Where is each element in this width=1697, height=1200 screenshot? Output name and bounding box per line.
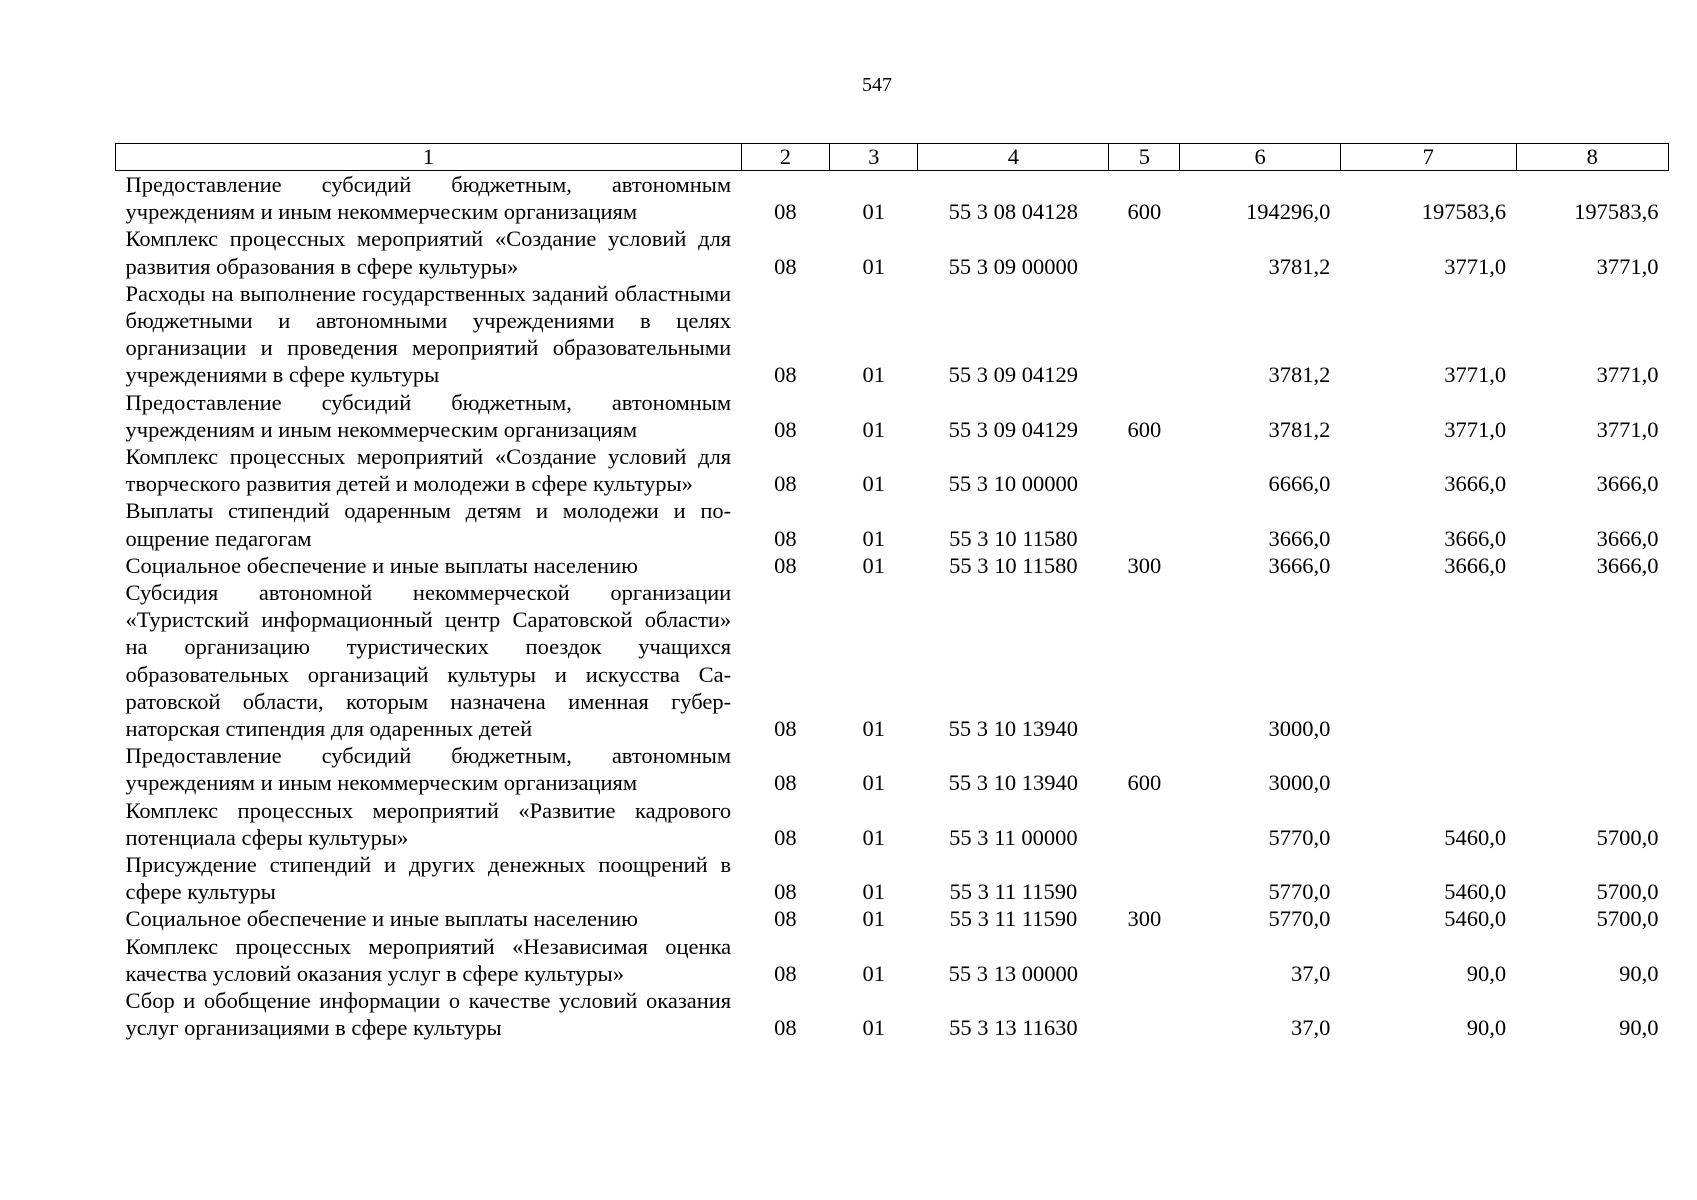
subsection-code: 01	[862, 879, 885, 905]
expense-type-code: 600	[1127, 770, 1162, 796]
amount-year-3: 5700,0	[1596, 824, 1659, 850]
section-code: 08	[774, 770, 797, 796]
target-article-code: 55 3 10 00000	[948, 471, 1079, 497]
table-body	[116, 171, 1669, 1042]
subsection-code: 01	[862, 1015, 885, 1041]
target-article-code: 55 3 09 00000	[948, 253, 1079, 279]
section-code: 08	[774, 199, 797, 225]
amount-year-2: 5460,0	[1444, 824, 1507, 850]
row-description: Расходы на выполнение государственных заданий областными бюджетными и автономными учреждениями в целях организации и проведения мероприятий образовательными учреждениями в сфере культуры	[125, 280, 732, 388]
amount-year-3: 90,0	[1619, 960, 1659, 986]
table-row	[116, 905, 1669, 932]
section-code: 08	[774, 471, 797, 497]
amount-year-1: 3000,0	[1268, 716, 1331, 742]
amount-year-2: 3771,0	[1444, 416, 1507, 442]
amount-year-1: 37,0	[1291, 1015, 1331, 1041]
expense-type-code	[1109, 987, 1180, 1041]
amount-year-1: 5770,0	[1268, 824, 1331, 850]
subsection-code: 01	[862, 960, 885, 986]
table-row	[116, 579, 1669, 742]
column-header: 4	[918, 144, 1109, 171]
table-row	[116, 171, 1669, 226]
target-article-code: 55 3 09 04129	[948, 362, 1079, 388]
column-header: 7	[1340, 144, 1516, 171]
target-article-code: 55 3 11 11590	[949, 879, 1078, 905]
expense-type-code	[1109, 497, 1180, 551]
target-article-code: 55 3 08 04128	[948, 199, 1079, 225]
amount-year-2: 197583,6	[1421, 199, 1507, 225]
target-article-code: 55 3 13 00000	[948, 960, 1079, 986]
column-header: 5	[1109, 144, 1180, 171]
amount-year-3: 197583,6	[1574, 199, 1659, 225]
section-code: 08	[774, 879, 797, 905]
budget-table	[115, 143, 1669, 1042]
amount-year-1: 5770,0	[1268, 906, 1331, 932]
table-row	[116, 933, 1669, 987]
amount-year-1: 3666,0	[1268, 552, 1331, 578]
expense-type-code	[1109, 443, 1180, 497]
row-description: Сбор и обобщение информации о качестве условий оказания услуг организациями в сфере культуры	[125, 988, 732, 1041]
amount-year-2: 90,0	[1466, 960, 1507, 986]
amount-year-2: 5460,0	[1444, 906, 1507, 932]
section-code: 08	[774, 824, 797, 850]
amount-year-3: 3666,0	[1596, 471, 1659, 497]
subsection-code: 01	[862, 362, 885, 388]
expense-type-code	[1109, 851, 1180, 905]
amount-year-1: 5770,0	[1268, 879, 1331, 905]
expense-type-code: 600	[1127, 199, 1162, 225]
column-header: 8	[1516, 144, 1668, 171]
subsection-code: 01	[862, 471, 885, 497]
row-description: Комплекс процессных мероприятий «Развитие кадрового потенциала сферы культуры»	[125, 797, 732, 850]
amount-year-1: 3781,2	[1268, 362, 1331, 388]
subsection-code: 01	[862, 525, 885, 551]
row-description: Присуждение стипендий и других денежных поощрений в сфере культуры	[125, 852, 732, 905]
row-description: Комплекс процессных мероприятий «Создание условий для развития образования в сфере культуры»	[125, 226, 732, 279]
table-row	[116, 552, 1669, 579]
subsection-code: 01	[862, 552, 885, 578]
subsection-code: 01	[862, 906, 885, 932]
row-description: Предоставление субсидий бюджетным, автономным учреждениям и иным некоммерческим организациям	[125, 172, 732, 225]
amount-year-3	[1516, 579, 1668, 742]
amount-year-1: 3781,2	[1268, 253, 1331, 279]
section-code: 08	[774, 416, 797, 442]
target-article-code: 55 3 10 11580	[949, 552, 1078, 578]
target-article-code: 55 3 10 13940	[948, 716, 1079, 742]
section-code: 08	[774, 960, 797, 986]
column-header: 6	[1180, 144, 1340, 171]
column-header: 1	[116, 144, 742, 171]
section-code: 08	[774, 253, 797, 279]
table-row	[116, 280, 1669, 389]
row-description: Выплаты стипендий одаренным детям и молодежи и поощрение педагогам	[125, 498, 732, 551]
amount-year-3: 5700,0	[1596, 906, 1659, 932]
expense-type-code: 600	[1127, 416, 1162, 442]
amount-year-1: 194296,0	[1246, 199, 1331, 225]
subsection-code: 01	[862, 416, 885, 442]
amount-year-1: 6666,0	[1268, 471, 1331, 497]
amount-year-3: 3771,0	[1596, 253, 1659, 279]
amount-year-2: 3666,0	[1444, 525, 1507, 551]
expense-type-code	[1109, 797, 1180, 851]
row-description: Комплекс процессных мероприятий «Независимая оценка качества условий оказания услуг в сфере культуры»	[125, 933, 732, 986]
table-header-row	[116, 144, 1669, 171]
expense-type-code	[1109, 225, 1180, 279]
row-description: Предоставление субсидий бюджетным, автономным учреждениям и иным некоммерческим организациям	[125, 389, 732, 442]
expense-type-code: 300	[1127, 552, 1162, 578]
page-number: 547	[862, 74, 892, 96]
row-description: Предоставление субсидий бюджетным, автономным учреждениям и иным некоммерческим организациям	[125, 743, 732, 796]
amount-year-3: 3666,0	[1596, 525, 1659, 551]
target-article-code: 55 3 13 11630	[949, 1015, 1078, 1041]
amount-year-3: 3666,0	[1596, 552, 1659, 578]
subsection-code: 01	[862, 199, 885, 225]
target-article-code: 55 3 11 11590	[949, 906, 1078, 932]
table-row	[116, 497, 1669, 551]
row-description: Субсидия автономной некоммерческой организации «Туристский информационный центр Саратовской области» на организацию туристических поездок учащихся образовательных организаций культуры и искусства Саратовской области, которым назначена именная губернаторская стипендия для одаренных детей	[125, 580, 732, 742]
expense-type-code	[1109, 280, 1180, 389]
table-row	[116, 742, 1669, 796]
amount-year-2	[1340, 742, 1516, 796]
amount-year-3	[1516, 742, 1668, 796]
section-code: 08	[774, 716, 797, 742]
target-article-code: 55 3 10 11580	[949, 525, 1078, 551]
expense-type-code: 300	[1127, 906, 1162, 932]
section-code: 08	[774, 362, 797, 388]
amount-year-1: 37,0	[1291, 960, 1331, 986]
amount-year-2: 3771,0	[1444, 253, 1507, 279]
target-article-code: 55 3 11 00000	[949, 824, 1078, 850]
row-description: Социальное обеспечение и иные выплаты населению	[125, 906, 638, 932]
table-row	[116, 851, 1669, 905]
amount-year-1: 3666,0	[1268, 525, 1331, 551]
table-row	[116, 225, 1669, 279]
amount-year-2: 3666,0	[1444, 552, 1507, 578]
amount-year-2: 5460,0	[1444, 879, 1507, 905]
row-description: Комплекс процессных мероприятий «Создание условий для творческого развития детей и молодежи в сфере культуры»	[125, 444, 732, 497]
amount-year-2	[1340, 579, 1516, 742]
amount-year-2: 3771,0	[1444, 362, 1507, 388]
target-article-code: 55 3 09 04129	[948, 416, 1079, 442]
table-row	[116, 797, 1669, 851]
section-code: 08	[774, 525, 797, 551]
amount-year-1: 3781,2	[1268, 416, 1331, 442]
section-code: 08	[774, 906, 797, 932]
column-header: 2	[741, 144, 829, 171]
amount-year-3: 5700,0	[1596, 879, 1659, 905]
amount-year-3: 3771,0	[1596, 416, 1659, 442]
target-article-code: 55 3 10 13940	[948, 770, 1079, 796]
table-row	[116, 389, 1669, 443]
section-code: 08	[774, 1015, 797, 1041]
expense-type-code	[1109, 579, 1180, 742]
subsection-code: 01	[862, 253, 885, 279]
amount-year-1: 3000,0	[1268, 770, 1331, 796]
subsection-code: 01	[862, 716, 885, 742]
subsection-code: 01	[862, 824, 885, 850]
amount-year-2: 3666,0	[1444, 471, 1507, 497]
amount-year-2: 90,0	[1466, 1015, 1507, 1041]
expense-type-code	[1109, 933, 1180, 987]
column-header: 3	[830, 144, 918, 171]
subsection-code: 01	[862, 770, 885, 796]
amount-year-3: 90,0	[1619, 1015, 1659, 1041]
row-description: Социальное обеспечение и иные выплаты населению	[125, 552, 638, 578]
amount-year-3: 3771,0	[1596, 362, 1659, 388]
table-row	[116, 987, 1669, 1041]
table-row	[116, 443, 1669, 497]
section-code: 08	[774, 552, 797, 578]
